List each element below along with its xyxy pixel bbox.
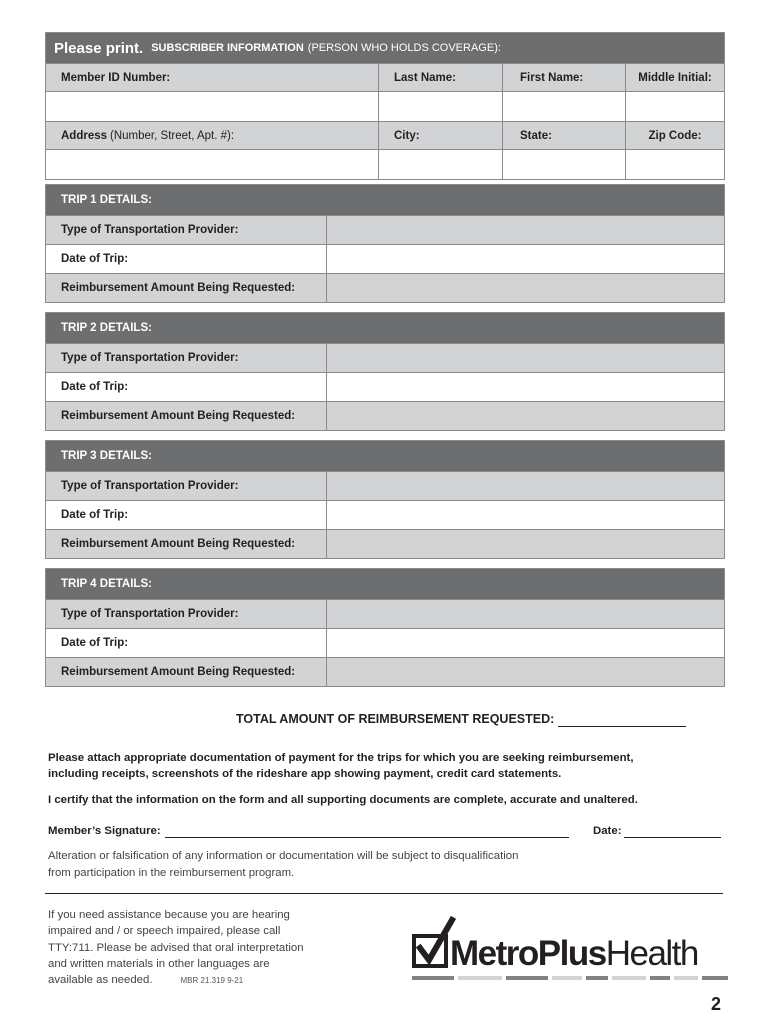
trip-3-amount-field[interactable] — [327, 530, 724, 558]
trip-3-amount-label: Reimbursement Amount Being Requested: — [46, 530, 327, 558]
subscriber-title-paren: (PERSON WHO HOLDS COVERAGE): — [307, 42, 501, 54]
subscriber-title: SUBSCRIBER INFORMATION — [151, 42, 304, 54]
state-label: State: — [502, 122, 625, 149]
trip-2-amount-field[interactable] — [327, 402, 724, 430]
trip-2-header: TRIP 2 DETAILS: — [46, 313, 724, 343]
trip-4-header: TRIP 4 DETAILS: — [46, 569, 724, 599]
first-name-field[interactable] — [502, 92, 625, 121]
address-label-text: Address — [61, 129, 108, 142]
trip-4-date-field[interactable] — [327, 629, 724, 657]
trip-4-amount-field[interactable] — [327, 658, 724, 686]
trip-2-date-label: Date of Trip: — [46, 373, 327, 401]
middle-initial-label: Middle Initial: — [625, 64, 724, 91]
trip-3-provider-label: Type of Transportation Provider: — [46, 472, 327, 500]
trip-1-amount-label: Reimbursement Amount Being Requested: — [46, 274, 327, 302]
documentation-note-line-1: Please attach appropriate documentation of payment for the trips for which you are seeking reimbursement, — [48, 752, 634, 764]
trip-2-amount-row — [46, 401, 724, 430]
form-code: MBR 21.319 9-21 — [180, 976, 244, 985]
signature-field[interactable] — [165, 825, 569, 838]
city-field[interactable] — [378, 150, 502, 179]
last-name-label: Last Name: — [378, 64, 502, 91]
checkbox-check-icon — [414, 920, 452, 966]
assistance-line-3: TTY:711. Please be advised that oral interpretation — [48, 942, 304, 954]
assistance-line-5-text: available as needed. — [48, 974, 153, 986]
subscriber-value-row-2 — [46, 149, 724, 179]
total-amount-label: TOTAL AMOUNT OF REIMBURSEMENT REQUESTED: — [236, 712, 555, 726]
last-name-field[interactable] — [378, 92, 502, 121]
subscriber-label-row-1 — [46, 63, 724, 91]
trip-1-section — [45, 184, 725, 303]
trip-3-amount-row — [46, 529, 724, 558]
trip-2-provider-field[interactable] — [327, 344, 724, 372]
trip-4-amount-label: Reimbursement Amount Being Requested: — [46, 658, 327, 686]
trip-4-date-label: Date of Trip: — [46, 629, 327, 657]
address-label — [46, 122, 378, 149]
logo-plus-text: Plus — [537, 934, 606, 973]
assistance-line-2: impaired and / or speech impaired, please call — [48, 925, 281, 937]
trip-2-section — [45, 312, 725, 431]
trip-4-amount-row — [46, 657, 724, 686]
falsification-warning-line-2: from participation in the reimbursement program. — [48, 867, 295, 879]
trip-4-provider-label: Type of Transportation Provider: — [46, 600, 327, 628]
date-row — [593, 825, 721, 838]
falsification-warning-line-1: Alteration or falsification of any information or documentation will be subject to disqualification — [48, 850, 519, 862]
subscriber-header — [46, 33, 724, 63]
first-name-label: First Name: — [502, 64, 625, 91]
trip-2-date-field[interactable] — [327, 373, 724, 401]
zip-code-field[interactable] — [625, 150, 724, 179]
trip-4-section — [45, 568, 725, 687]
total-amount-row — [236, 712, 686, 727]
trip-1-date-label: Date of Trip: — [46, 245, 327, 273]
assistance-line-5 — [48, 972, 243, 990]
trip-3-header: TRIP 3 DETAILS: — [46, 441, 724, 471]
trip-2-provider-label: Type of Transportation Provider: — [46, 344, 327, 372]
please-print-label: Please print. — [54, 39, 144, 57]
trip-2-provider-row — [46, 343, 724, 372]
trip-1-date-field[interactable] — [327, 245, 724, 273]
trip-4-provider-row — [46, 599, 724, 628]
subscriber-value-row-1 — [46, 91, 724, 121]
trip-1-date-row — [46, 244, 724, 273]
certification-statement: I certify that the information on the form and all supporting documents are complete, accurate and unaltered. — [48, 794, 638, 806]
assistance-line-1: If you need assistance because you are hearing — [48, 909, 290, 921]
signature-label: Member’s Signature: — [48, 825, 161, 837]
metroplus-health-logo — [412, 914, 732, 984]
trip-1-amount-row — [46, 273, 724, 302]
trip-1-provider-row — [46, 215, 724, 244]
trip-3-date-field[interactable] — [327, 501, 724, 529]
trip-2-amount-label: Reimbursement Amount Being Requested: — [46, 402, 327, 430]
trip-3-date-label: Date of Trip: — [46, 501, 327, 529]
subscriber-label-row-2 — [46, 121, 724, 149]
total-amount-field[interactable] — [558, 712, 686, 727]
trip-3-date-row — [46, 500, 724, 529]
trip-4-provider-field[interactable] — [327, 600, 724, 628]
member-id-label: Member ID Number: — [61, 71, 171, 84]
address-field[interactable] — [46, 150, 378, 179]
logo-health-text: Health — [605, 934, 698, 973]
logo-underline-stripes — [412, 976, 728, 980]
middle-initial-field[interactable] — [625, 92, 724, 121]
trip-1-provider-label: Type of Transportation Provider: — [46, 216, 327, 244]
city-label: City: — [378, 122, 502, 149]
footer-divider — [45, 893, 723, 894]
member-id-field[interactable] — [46, 92, 378, 121]
trip-2-date-row — [46, 372, 724, 401]
trip-1-provider-field[interactable] — [327, 216, 724, 244]
signature-row — [48, 825, 569, 838]
zip-code-label: Zip Code: — [625, 122, 724, 149]
trip-4-date-row — [46, 628, 724, 657]
trip-1-header: TRIP 1 DETAILS: — [46, 185, 724, 215]
date-label: Date: — [593, 825, 622, 837]
state-field[interactable] — [502, 150, 625, 179]
documentation-note-line-2: including receipts, screenshots of the rideshare app showing payment, credit card statements. — [48, 768, 562, 780]
svg-text:MetroPlusHealth — [450, 934, 698, 973]
assistance-line-4: and written materials in other languages are — [48, 958, 270, 970]
page-number: 2 — [711, 994, 722, 1014]
logo-metro-text: Metro — [450, 934, 538, 973]
trip-3-provider-row — [46, 471, 724, 500]
trip-1-amount-field[interactable] — [327, 274, 724, 302]
address-hint: (Number, Street, Apt. #): — [110, 129, 235, 142]
date-field[interactable] — [624, 825, 721, 838]
trip-3-provider-field[interactable] — [327, 472, 724, 500]
subscriber-section — [45, 32, 725, 180]
trip-3-section — [45, 440, 725, 559]
